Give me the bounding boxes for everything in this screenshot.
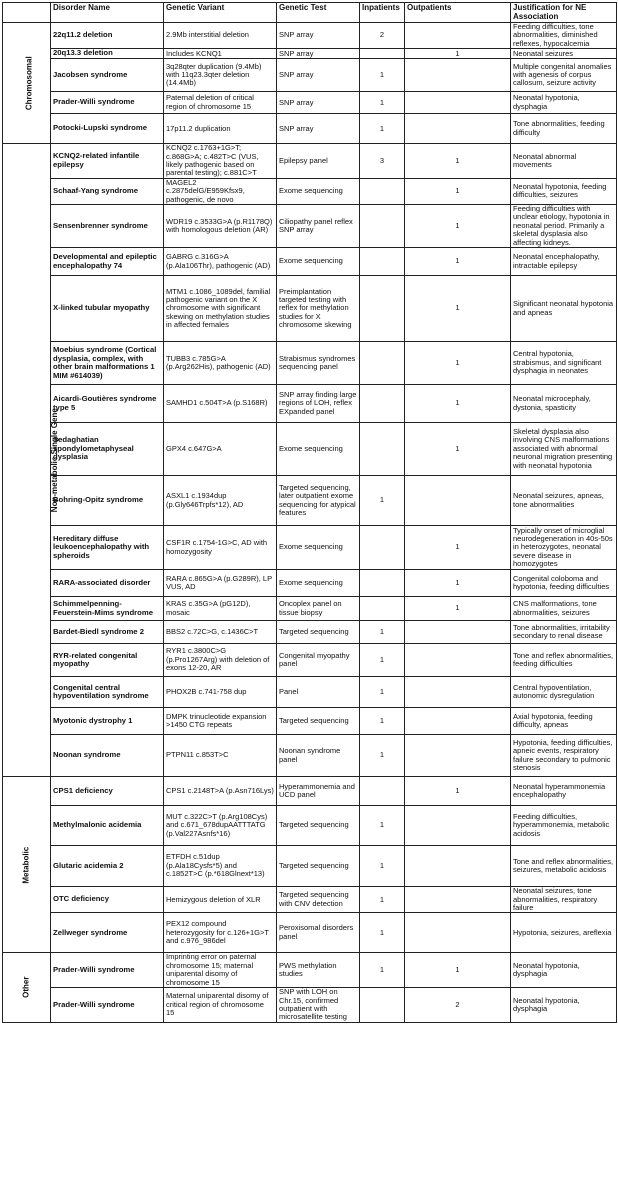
row-justification: Feeding difficulties with unclear etiology, hypotonia in neonatal period. Primarily a skeletal dysplasia also affecting kidneys. [511,205,617,248]
row-genetic-test: SNP array [277,23,360,49]
row-genetic-variant: KCNQ2 c.1763+1G>T; c.868G>A; c.482T>C (VUS, likely pathogenic based on parental testing); c.881C>T [164,144,277,179]
row-genetic-variant: Includes KCNQ1 [164,49,277,59]
row-genetic-test: Epilepsy panel [277,144,360,179]
row-genetic-variant: PTPN11 c.853T>C [164,735,277,777]
table-row [3,23,617,49]
row-genetic-variant: DMPK trinucleotide expansion >1450 CTG repeats [164,708,277,735]
row-genetic-test: Congenital myopathy panel [277,644,360,677]
category-label: Metabolic [21,846,31,884]
row-disorder-name: Prader-Willi syndrome [51,92,164,114]
row-disorder-name: Prader-Willi syndrome [51,953,164,988]
row-disorder-name: Moebius syndrome (Cortical dysplasia, complex, with other brain malformations 1 MIM #614039) [51,342,164,385]
row-genetic-variant: 2.9Mb interstitial deletion [164,23,277,49]
row-disorder-name: Sensenbrenner syndrome [51,205,164,248]
table-row [3,806,617,846]
table-row [3,423,617,476]
row-disorder-name: Schimmelpenning-Feuerstein-Mims syndrome [51,597,164,621]
row-justification: Neonatal hyperammonemia encephalopathy [511,777,617,806]
row-outpatients: 1 [405,570,511,597]
table-row [3,846,617,887]
row-genetic-test: SNP array [277,92,360,114]
row-outpatients: 1 [405,597,511,621]
category-label: Non-metabolic Single Gene [49,408,59,513]
row-disorder-name: RYR-related congenital myopathy [51,644,164,677]
row-disorder-name: Glutaric acidemia 2 [51,846,164,887]
row-genetic-variant: SAMHD1 c.504T>A (p.S168R) [164,385,277,423]
row-genetic-test: SNP array finding large regions of LOH, reflex EXpanded panel [277,385,360,423]
header-inpatients: Inpatients [360,3,405,23]
row-outpatients [405,59,511,92]
row-justification: Multiple congenital anomalies with agenesis of corpus callosum, seizure activity [511,59,617,92]
row-justification: Neonatal seizures [511,49,617,59]
row-genetic-test: Preimplantation targeted testing with reflex for methylation studies for X chromosome skewing [277,276,360,342]
row-inpatients [360,276,405,342]
row-inpatients: 1 [360,806,405,846]
row-inpatients: 1 [360,621,405,644]
row-outpatients [405,708,511,735]
table-row [3,777,617,806]
row-genetic-test: SNP with LOH on Chr.15, confirmed outpatient with microsatellite testing [277,987,360,1022]
row-inpatients [360,777,405,806]
row-outpatients: 1 [405,276,511,342]
row-genetic-test: Exome sequencing [277,423,360,476]
row-genetic-test: SNP array [277,114,360,144]
category-label: Chromosomal [24,56,34,111]
row-justification: Tone and reflex abnormalities, feeding difficulties [511,644,617,677]
row-inpatients: 1 [360,913,405,953]
row-justification: Neonatal abnormal movements [511,144,617,179]
row-justification: Neonatal microcephaly, dystonia, spasticity [511,385,617,423]
row-inpatients: 1 [360,677,405,708]
row-outpatients: 1 [405,385,511,423]
row-genetic-variant: Maternal uniparental disomy of critical region of chromosome 15 [164,987,277,1022]
header-genetic-variant: Genetic Variant [164,3,277,23]
table-row [3,708,617,735]
header-genetic-test: Genetic Test [277,3,360,23]
table-row [3,59,617,92]
row-disorder-name: Aicardi-Goutières syndrome type 5 [51,385,164,423]
row-outpatients [405,735,511,777]
row-justification: Tone and reflex abnormalities, seizures, metabolic acidosis [511,846,617,887]
row-outpatients: 1 [405,144,511,179]
row-disorder-name: Zellweger syndrome [51,913,164,953]
row-genetic-variant: RARA c.865G>A (p.G289R), LP VUS, AD [164,570,277,597]
table-row [3,644,617,677]
row-inpatients [360,987,405,1022]
table-row [3,526,617,570]
row-genetic-test: Exome sequencing [277,178,360,204]
table-row [3,913,617,953]
row-disorder-name: Bardet-Biedl syndrome 2 [51,621,164,644]
row-genetic-test: Peroxisomal disorders panel [277,913,360,953]
row-inpatients [360,49,405,59]
row-disorder-name: Methylmalonic acidemia [51,806,164,846]
row-genetic-variant: CSF1R c.1754-1G>C, AD with homozygosity [164,526,277,570]
row-disorder-name: 20q13.3 deletion [51,49,164,59]
table-row [3,570,617,597]
row-outpatients [405,846,511,887]
row-genetic-variant: Hemizygous deletion of XLR [164,887,277,913]
row-genetic-variant: Imprinting error on paternal chromosome 15; maternal uniparental disomy of chromosome 15 [164,953,277,988]
row-inpatients [360,342,405,385]
row-disorder-name: X-linked tubular myopathy [51,276,164,342]
row-inpatients: 2 [360,23,405,49]
row-outpatients [405,644,511,677]
row-disorder-name: Developmental and epileptic encephalopathy 74 [51,248,164,276]
row-inpatients: 1 [360,953,405,988]
table-row [3,178,617,204]
row-genetic-test: Targeted sequencing [277,621,360,644]
table-row [3,92,617,114]
table-row [3,385,617,423]
row-genetic-test: Targeted sequencing, later outpatient exome sequencing for atypical features [277,476,360,526]
row-genetic-variant: PEX12 compound heterozygosity for c.126+1G>T and c.976_986del [164,913,277,953]
table-row [3,953,617,988]
row-inpatients: 1 [360,887,405,913]
row-outpatients [405,476,511,526]
row-genetic-variant: 17p11.2 duplication [164,114,277,144]
disorders-table [2,2,617,1023]
category-cell [3,144,59,777]
row-justification: Neonatal hypotonia, dysphagia [511,92,617,114]
row-justification: Neonatal hypotonia, dysphagia [511,953,617,988]
row-inpatients [360,526,405,570]
row-outpatients [405,887,511,913]
row-justification: Neonatal seizures, tone abnormalities, respiratory failure [511,887,617,913]
table-row [3,342,617,385]
header-outpatients: Outpatients [405,3,511,23]
row-outpatients [405,806,511,846]
row-justification: CNS malformations, tone abnormalities, seizures [511,597,617,621]
row-justification: Central hypotonia, strabismus, and significant dysphagia in neonates [511,342,617,385]
row-justification: Congenital coloboma and hypotonia, feeding difficulties [511,570,617,597]
row-inpatients [360,248,405,276]
row-genetic-test: Noonan syndrome panel [277,735,360,777]
table-row [3,597,617,621]
row-disorder-name: RARA-associated disorder [51,570,164,597]
table-row [3,49,617,59]
row-disorder-name: KCNQ2-related infantile epilepsy [51,144,164,179]
row-justification: Skeletal dysplasia also involving CNS malformations associated with abnormal neuronal migration presenting with neonatal hypotonia [511,423,617,476]
table-row [3,114,617,144]
row-outpatients [405,913,511,953]
row-justification: Significant neonatal hypotonia and apneas [511,276,617,342]
row-outpatients: 1 [405,526,511,570]
row-inpatients: 1 [360,735,405,777]
row-justification: Feeding difficulties, hyperammonemia, metabolic acidosis [511,806,617,846]
row-justification: Typically onset of microglial neurodegeneration in 40s-50s in heterozygotes, neonatal severe disease in homozygotes [511,526,617,570]
row-inpatients [360,597,405,621]
row-outpatients [405,677,511,708]
category-cell [3,953,51,1023]
row-disorder-name: Jacobsen syndrome [51,59,164,92]
row-genetic-variant: ASXL1 c.1934dup (p.Gly646Trpfs*12), AD [164,476,277,526]
row-disorder-name: Hereditary diffuse leukoencephalopathy with spheroids [51,526,164,570]
row-inpatients [360,178,405,204]
row-justification: Neonatal encephalopathy, intractable epilepsy [511,248,617,276]
row-genetic-variant: PHOX2B c.741-758 dup [164,677,277,708]
row-disorder-name: Sedaghatian spondylometaphyseal dysplasia [51,423,164,476]
row-inpatients [360,385,405,423]
row-inpatients [360,423,405,476]
row-justification: Hypotonia, feeding difficulties, apneic events, respiratory failure secondary to pulmonic stenosis [511,735,617,777]
row-genetic-test: Targeted sequencing with CNV detection [277,887,360,913]
row-genetic-variant: GABRG c.316G>A (p.Ala106Thr), pathogenic (AD) [164,248,277,276]
table-row [3,735,617,777]
table-body [3,23,617,1023]
table-row [3,276,617,342]
row-outpatients: 1 [405,178,511,204]
row-outpatients [405,114,511,144]
row-inpatients: 1 [360,644,405,677]
row-justification: Neonatal seizures, apneas, tone abnormalities [511,476,617,526]
row-genetic-variant: WDR19 c.3533G>A (p.R1178Q) with homologous deletion (AR) [164,205,277,248]
row-outpatients: 1 [405,248,511,276]
table-row [3,621,617,644]
row-genetic-test: PWS methylation studies [277,953,360,988]
header-row [3,3,617,23]
header-disorder-name: Disorder Name [51,3,164,23]
row-inpatients: 1 [360,92,405,114]
row-genetic-variant: MUT c.322C>T (p.Arg108Cys) and c.671_678dupAATTTATG (p.Val227Asnfs*16) [164,806,277,846]
row-disorder-name: OTC deficiency [51,887,164,913]
row-genetic-test: Strabismus syndromes sequencing panel [277,342,360,385]
row-inpatients: 3 [360,144,405,179]
row-genetic-variant: MTM1 c.1086_1089del, familial pathogenic variant on the X chromosome with significant skewing on methylation studies in affected females [164,276,277,342]
row-outpatients: 1 [405,342,511,385]
row-genetic-test: Ciliopathy panel reflex SNP array [277,205,360,248]
row-outpatients: 1 [405,953,511,988]
row-outpatients: 1 [405,423,511,476]
table-row [3,144,617,179]
row-genetic-test: Exome sequencing [277,248,360,276]
row-justification: Tone abnormalities, feeding difficulty [511,114,617,144]
row-genetic-variant: MAGEL2 c.2875delG/E959Kfsx9, pathogenic, de novo [164,178,277,204]
row-outpatients: 1 [405,205,511,248]
row-justification: Hypotonia, seizures, areflexia [511,913,617,953]
row-genetic-test: SNP array [277,49,360,59]
row-genetic-variant: Paternal deletion of critical region of chromosome 15 [164,92,277,114]
row-genetic-variant: ETFDH c.51dup (p.Ala18Cysfs*5) and c.1852T>C (p.*618Glnext*13) [164,846,277,887]
row-disorder-name: Potocki-Lupski syndrome [51,114,164,144]
row-genetic-test: Hyperammonemia and UCD panel [277,777,360,806]
row-disorder-name: Prader-Willi syndrome [51,987,164,1022]
row-justification: Tone abnormalities, irritability secondary to renal disease [511,621,617,644]
category-label: Other [21,976,31,999]
row-genetic-variant: TUBB3 c.785G>A (p.Arg262His), pathogenic (AD) [164,342,277,385]
row-outpatients [405,92,511,114]
row-justification: Central hypoventilation, autonomic dysregulation [511,677,617,708]
row-inpatients [360,205,405,248]
table-row [3,205,617,248]
row-genetic-variant: CPS1 c.2148T>A (p.Asn716Lys) [164,777,277,806]
row-outpatients [405,23,511,49]
row-disorder-name: CPS1 deficiency [51,777,164,806]
row-justification: Neonatal hypotonia, dysphagia [511,987,617,1022]
row-justification: Neonatal hypotonia, feeding difficulties, seizures [511,178,617,204]
table-row [3,248,617,276]
row-disorder-name: Congenital central hypoventilation syndrome [51,677,164,708]
row-inpatients: 1 [360,114,405,144]
row-disorder-name: Bohring-Opitz syndrome [51,476,164,526]
row-justification: Axial hypotonia, feeding difficulty, apneas [511,708,617,735]
row-inpatients: 1 [360,708,405,735]
row-inpatients: 1 [360,59,405,92]
row-genetic-test: Targeted sequencing [277,846,360,887]
table-row [3,677,617,708]
table-row [3,476,617,526]
header-category [3,3,51,23]
row-genetic-variant: KRAS c.35G>A (pG12D), mosaic [164,597,277,621]
row-genetic-variant: GPX4 c.647G>A [164,423,277,476]
row-genetic-test: Panel [277,677,360,708]
row-genetic-test: Targeted sequencing [277,806,360,846]
table-row [3,987,617,1022]
header-justification: Justification for NE Association [511,3,617,23]
row-outpatients: 1 [405,49,511,59]
table-container [2,2,616,1023]
row-disorder-name: 22q11.2 deletion [51,23,164,49]
row-outpatients: 1 [405,777,511,806]
category-cell [3,777,51,953]
row-genetic-variant: BBS2 c.72C>G, c.1436C>T [164,621,277,644]
row-genetic-test: SNP array [277,59,360,92]
row-genetic-variant: 3q28qter duplication (9.4Mb) with 11q23.3qter deletion (14.4Mb) [164,59,277,92]
row-outpatients [405,621,511,644]
row-justification: Feeding difficulties, tone abnormalities, diminished reflexes, hypocalcemia [511,23,617,49]
row-disorder-name: Myotonic dystrophy 1 [51,708,164,735]
row-inpatients [360,570,405,597]
row-inpatients: 1 [360,476,405,526]
row-genetic-test: Exome sequencing [277,526,360,570]
row-genetic-test: Exome sequencing [277,570,360,597]
row-genetic-variant: RYR1 c.3800C>G (p.Pro1267Arg) with deletion of exons 12-20, AR [164,644,277,677]
row-disorder-name: Schaaf-Yang syndrome [51,178,164,204]
row-genetic-test: Oncoplex panel on tissue biopsy [277,597,360,621]
row-genetic-test: Targeted sequencing [277,708,360,735]
row-outpatients: 2 [405,987,511,1022]
row-disorder-name: Noonan syndrome [51,735,164,777]
table-row [3,887,617,913]
category-cell [3,23,51,144]
row-inpatients: 1 [360,846,405,887]
